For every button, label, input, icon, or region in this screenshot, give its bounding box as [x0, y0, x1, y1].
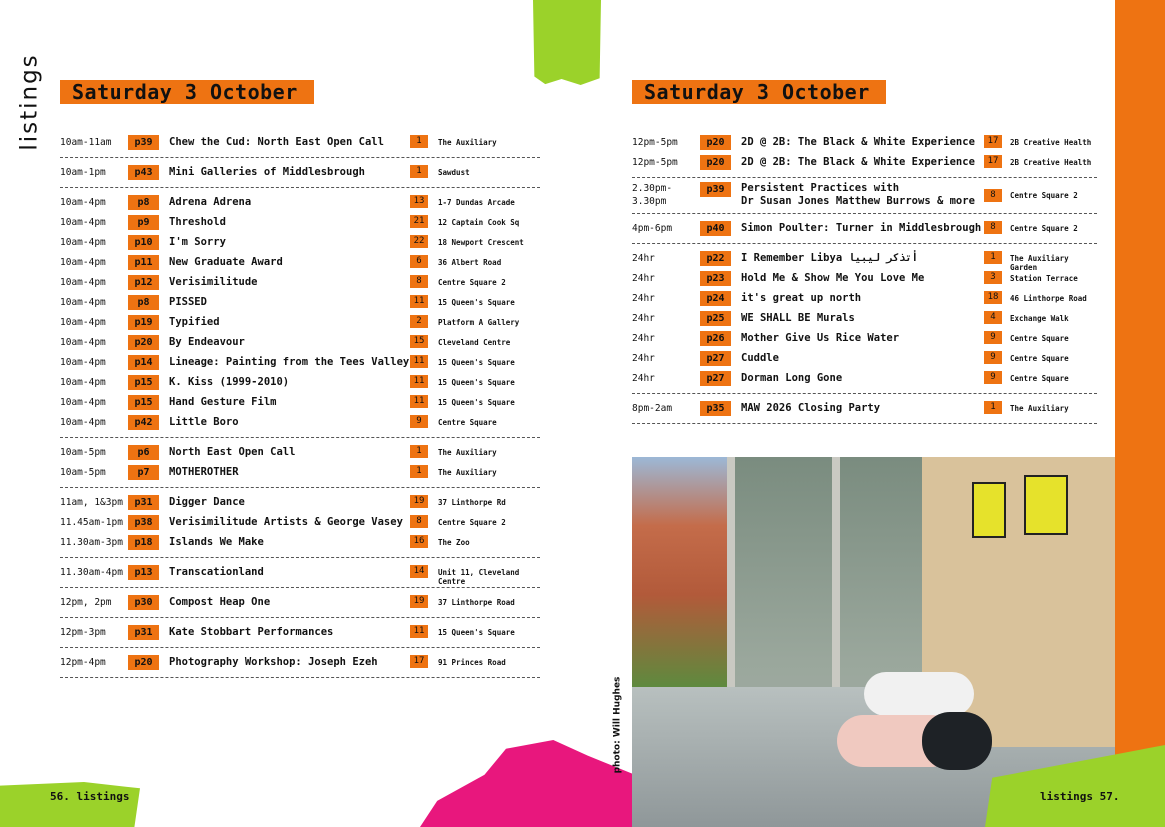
listing-group [632, 128, 1097, 178]
listing-time: 10am-1pm [60, 166, 106, 178]
listing-time: 24hr [632, 252, 655, 264]
listing-page-tag: p9 [128, 215, 159, 230]
venue-name: Station Terrace [1010, 274, 1078, 283]
venue-number-badge: 4 [984, 311, 1002, 324]
listing-group [60, 128, 540, 158]
listing-page-tag: p30 [128, 595, 159, 610]
listing-page-tag: p42 [128, 415, 159, 430]
listing-title: Compost Heap One [169, 595, 271, 608]
venue-name: The Auxiliary [438, 448, 497, 457]
listing-row [60, 562, 540, 586]
venue-number-badge: 1 [984, 401, 1002, 414]
venue-name: Centre Square 2 [1010, 191, 1078, 200]
listing-page-tag: p27 [700, 351, 731, 366]
photo-artwork-frame [972, 482, 1006, 538]
listing-title: Islands We Make [169, 535, 264, 548]
listing-title: Typified [169, 315, 220, 328]
listing-row [632, 348, 1097, 368]
listing-page-tag: p31 [128, 495, 159, 510]
venue-number-badge: 9 [984, 371, 1002, 384]
venue-name: Unit 11, Cleveland Centre [438, 568, 520, 586]
listing-page-tag: p26 [700, 331, 731, 346]
venue-name: Centre Square [1010, 334, 1069, 343]
listing-row [60, 252, 540, 272]
venue-number-badge: 8 [410, 515, 428, 528]
listing-time: 10am-4pm [60, 396, 106, 408]
listing-title: 2D @ 2B: The Black & White Experience [741, 135, 975, 148]
listing-group [632, 394, 1097, 424]
listing-title: Adrena Adrena [169, 195, 252, 208]
listing-time: 24hr [632, 332, 655, 344]
listing-row [60, 272, 540, 292]
venue-name: Centre Square 2 [1010, 224, 1078, 233]
listing-title: PISSED [169, 295, 207, 308]
listing-row [60, 232, 540, 252]
venue-name: Centre Square [1010, 374, 1069, 383]
listing-title: Mother Give Us Rice Water [741, 331, 900, 344]
venue-number-badge: 1 [410, 465, 428, 478]
listing-time: 12pm-5pm [632, 136, 678, 148]
listing-group [632, 244, 1097, 394]
listing-title: 2D @ 2B: The Black & White Experience [741, 155, 975, 168]
listing-time: 10am-4pm [60, 256, 106, 268]
listing-time: 24hr [632, 312, 655, 324]
venue-name: 37 Linthorpe Road [438, 598, 515, 607]
venue-number-badge: 9 [984, 331, 1002, 344]
listing-time: 10am-4pm [60, 296, 106, 308]
photo-credit-text: photo: Will Hughes [612, 676, 623, 774]
listing-time: 10am-4pm [60, 236, 106, 248]
venue-number-badge: 8 [410, 275, 428, 288]
venue-number-badge: 3 [984, 271, 1002, 284]
listing-title: Photography Workshop: Joseph Ezeh [169, 655, 378, 668]
listing-row [60, 372, 540, 392]
listing-time: 12pm-3pm [60, 626, 106, 638]
listing-row [60, 352, 540, 372]
listing-group [60, 158, 540, 188]
listing-row [632, 268, 1097, 288]
venue-name: The Auxiliary [438, 138, 497, 147]
listing-time: 10am-5pm [60, 466, 106, 478]
listing-page-tag: p10 [128, 235, 159, 250]
listing-title: Hold Me & Show Me You Love Me [741, 271, 925, 284]
listing-time: 2.30pm- 3.30pm [632, 183, 673, 207]
photo-rolled-towel [922, 712, 992, 770]
listing-time: 12pm-5pm [632, 156, 678, 168]
venue-number-badge: 8 [984, 189, 1002, 202]
listing-page-tag: p20 [128, 335, 159, 350]
venue-name: Centre Square [1010, 354, 1069, 363]
venue-number-badge: 11 [410, 375, 428, 388]
listing-title: Little Boro [169, 415, 239, 428]
listing-page-tag: p38 [128, 515, 159, 530]
listing-page-tag: p25 [700, 311, 731, 326]
venue-name: 91 Princes Road [438, 658, 506, 667]
venue-name: Cleveland Centre [438, 338, 511, 347]
listing-page-tag: p8 [128, 295, 159, 310]
listing-row [60, 512, 540, 532]
venue-name: 46 Linthorpe Road [1010, 294, 1087, 303]
right-date-banner: Saturday 3 October [632, 80, 886, 104]
listing-page-tag: p20 [700, 155, 731, 170]
venue-number-badge: 15 [410, 335, 428, 348]
left-date-banner: Saturday 3 October [60, 80, 314, 104]
listing-title: By Endeavour [169, 335, 245, 348]
listing-title: Kate Stobbart Performances [169, 625, 334, 638]
venue-name: 37 Linthorpe Rd [438, 498, 506, 507]
listing-time: 10am-4pm [60, 216, 106, 228]
listing-title: Threshold [169, 215, 226, 228]
venue-number-badge: 21 [410, 215, 428, 228]
listing-time: 10am-4pm [60, 276, 106, 288]
listing-title: Dorman Long Gone [741, 371, 843, 384]
listing-time: 8pm-2am [632, 402, 673, 414]
listing-row [60, 532, 540, 552]
venue-number-badge: 11 [410, 295, 428, 308]
orange-edge-stripe [1115, 0, 1165, 827]
listing-group [60, 588, 540, 618]
photo-credit [606, 660, 628, 790]
venue-number-badge: 1 [984, 251, 1002, 264]
listing-time: 10am-4pm [60, 336, 106, 348]
pink-tape-decoration [420, 740, 635, 827]
listing-time: 4pm-6pm [632, 222, 673, 234]
listing-row [60, 622, 540, 642]
listing-time: 10am-4pm [60, 316, 106, 328]
listing-time: 24hr [632, 372, 655, 384]
green-tape-decoration [533, 0, 601, 85]
venue-name: 15 Queen's Square [438, 358, 515, 367]
venue-name: Centre Square 2 [438, 278, 506, 287]
venue-name: 12 Captain Cook Sq [438, 218, 520, 227]
listing-row [632, 328, 1097, 348]
listing-time: 10am-4pm [60, 416, 106, 428]
venue-name: 18 Newport Crescent [438, 238, 524, 247]
venue-number-badge: 9 [984, 351, 1002, 364]
listing-title: Persistent Practices with Dr Susan Jones Matthew Burrows & more [741, 182, 975, 207]
venue-number-badge: 11 [410, 355, 428, 368]
listing-row [60, 192, 540, 212]
venue-number-badge: 17 [984, 155, 1002, 168]
left-listings-column [60, 128, 540, 678]
listing-title: Hand Gesture Film [169, 395, 277, 408]
listing-title: I Remember Libya أتذكر ليبيا [741, 251, 919, 264]
listing-time: 11.30am-4pm [60, 566, 123, 578]
listing-page-tag: p24 [700, 291, 731, 306]
listing-title: Digger Dance [169, 495, 245, 508]
listing-row [60, 292, 540, 312]
listing-title: K. Kiss (1999-2010) [169, 375, 290, 388]
venue-number-badge: 19 [410, 595, 428, 608]
listing-page-tag: p40 [700, 221, 731, 236]
listing-page-tag: p22 [700, 251, 731, 266]
listing-group [60, 558, 540, 588]
venue-name: Centre Square 2 [438, 518, 506, 527]
left-page-footer: 56. listings [50, 790, 130, 803]
listing-row [632, 182, 1097, 208]
venue-name: Sawdust [438, 168, 470, 177]
listing-row [632, 308, 1097, 328]
venue-number-badge: 9 [410, 415, 428, 428]
venue-name: 15 Queen's Square [438, 378, 515, 387]
listing-title: it's great up north [741, 291, 862, 304]
venue-number-badge: 1 [410, 165, 428, 178]
listing-page-tag: p39 [700, 182, 731, 197]
listing-time: 10am-11am [60, 136, 112, 148]
listing-page-tag: p20 [128, 655, 159, 670]
venue-number-badge: 13 [410, 195, 428, 208]
listing-time: 24hr [632, 292, 655, 304]
listing-title: New Graduate Award [169, 255, 283, 268]
venue-name: 15 Queen's Square [438, 298, 515, 307]
listing-title: North East Open Call [169, 445, 296, 458]
venue-name: 36 Albert Road [438, 258, 502, 267]
venue-name: The Auxiliary [438, 468, 497, 477]
listing-title: I'm Sorry [169, 235, 226, 248]
venue-number-badge: 11 [410, 395, 428, 408]
listing-time: 10am-4pm [60, 356, 106, 368]
listing-row [60, 212, 540, 232]
listing-page-tag: p13 [128, 565, 159, 580]
venue-number-badge: 11 [410, 625, 428, 638]
listing-title: WE SHALL BE Murals [741, 311, 855, 324]
listing-page-tag: p43 [128, 165, 159, 180]
venue-number-badge: 17 [410, 655, 428, 668]
photo-window-view [632, 457, 732, 687]
photo-rolled-towel [864, 672, 974, 716]
listing-title: Verisimilitude [169, 275, 258, 288]
listing-time: 11am, 1&3pm [60, 496, 123, 508]
listing-row [632, 288, 1097, 308]
listing-group [60, 618, 540, 648]
listing-page-tag: p23 [700, 271, 731, 286]
listing-page-tag: p15 [128, 375, 159, 390]
listing-row [632, 132, 1097, 152]
listing-group [60, 488, 540, 558]
venue-name: 2B Creative Health [1010, 158, 1092, 167]
listing-row [632, 218, 1097, 238]
listing-group [632, 214, 1097, 244]
listing-title: Cuddle [741, 351, 779, 364]
listing-row [60, 462, 540, 482]
venue-name: The Auxiliary Garden [1010, 254, 1069, 272]
listing-title: MAW 2026 Closing Party [741, 401, 881, 414]
listing-page-tag: p27 [700, 371, 731, 386]
listing-row [632, 368, 1097, 388]
listing-time: 11.30am-3pm [60, 536, 123, 548]
listing-page-tag: p14 [128, 355, 159, 370]
venue-name: Platform A Gallery [438, 318, 520, 327]
right-page-footer: listings 57. [1040, 790, 1120, 803]
listing-row [60, 592, 540, 612]
listing-row [60, 412, 540, 432]
listing-title: Transcationland [169, 565, 264, 578]
listing-row [60, 312, 540, 332]
listing-time: 10am-5pm [60, 446, 106, 458]
venue-name: Exchange Walk [1010, 314, 1069, 323]
listing-page-tag: p12 [128, 275, 159, 290]
listing-title: Chew the Cud: North East Open Call [169, 135, 384, 148]
listing-page-tag: p19 [128, 315, 159, 330]
listing-row [60, 652, 540, 672]
listing-row [60, 492, 540, 512]
listing-title: Mini Galleries of Middlesbrough [169, 165, 365, 178]
listing-page-tag: p6 [128, 445, 159, 460]
listing-page-tag: p39 [128, 135, 159, 150]
photo-window-mullion [832, 457, 840, 707]
right-listings-column [632, 128, 1097, 424]
listing-row [60, 392, 540, 412]
listing-time: 12pm, 2pm [60, 596, 112, 608]
listing-row [60, 442, 540, 462]
venue-name: Centre Square [438, 418, 497, 427]
listing-group [60, 648, 540, 678]
venue-number-badge: 18 [984, 291, 1002, 304]
venue-number-badge: 6 [410, 255, 428, 268]
listing-page-tag: p18 [128, 535, 159, 550]
listing-row [632, 248, 1097, 272]
listing-time: 10am-4pm [60, 376, 106, 388]
listing-title: MOTHEROTHER [169, 465, 239, 478]
venue-number-badge: 2 [410, 315, 428, 328]
listing-page-tag: p15 [128, 395, 159, 410]
venue-name: 2B Creative Health [1010, 138, 1092, 147]
venue-name: 15 Queen's Square [438, 628, 515, 637]
listing-row [60, 132, 540, 152]
listing-time: 12pm-4pm [60, 656, 106, 668]
listing-title: Simon Poulter: Turner in Middlesbrough [741, 221, 982, 234]
venue-number-badge: 16 [410, 535, 428, 548]
listing-time: 24hr [632, 352, 655, 364]
venue-number-badge: 14 [410, 565, 428, 578]
section-side-title-text: listings [17, 53, 43, 151]
listing-title: Verisimilitude Artists & George Vasey [169, 515, 403, 528]
photo-window-mullion [727, 457, 735, 707]
venue-number-badge: 22 [410, 235, 428, 248]
venue-number-badge: 1 [410, 445, 428, 458]
listing-page-tag: p31 [128, 625, 159, 640]
listing-time: 10am-4pm [60, 196, 106, 208]
listing-row [60, 332, 540, 352]
listing-group [60, 438, 540, 488]
venue-name: The Auxiliary [1010, 404, 1069, 413]
listing-page-tag: p11 [128, 255, 159, 270]
listing-title: Lineage: Painting from the Tees Valley [169, 355, 410, 368]
listing-group [632, 178, 1097, 214]
listing-page-tag: p35 [700, 401, 731, 416]
green-tape-decoration-bottom-left [0, 782, 140, 827]
listing-row [632, 152, 1097, 172]
venue-name: The Zoo [438, 538, 470, 547]
listing-row [632, 398, 1097, 418]
venue-number-badge: 1 [410, 135, 428, 148]
venue-name: 1-7 Dundas Arcade [438, 198, 515, 207]
listing-row [60, 162, 540, 182]
listing-group [60, 188, 540, 438]
listing-time: 11.45am-1pm [60, 516, 123, 528]
venue-name: 15 Queen's Square [438, 398, 515, 407]
listing-page-tag: p20 [700, 135, 731, 150]
venue-number-badge: 19 [410, 495, 428, 508]
photo-artwork-frame [1024, 475, 1068, 535]
section-side-title [6, 42, 54, 162]
listing-page-tag: p7 [128, 465, 159, 480]
venue-number-badge: 8 [984, 221, 1002, 234]
listing-page-tag: p8 [128, 195, 159, 210]
listing-time: 24hr [632, 272, 655, 284]
venue-number-badge: 17 [984, 135, 1002, 148]
